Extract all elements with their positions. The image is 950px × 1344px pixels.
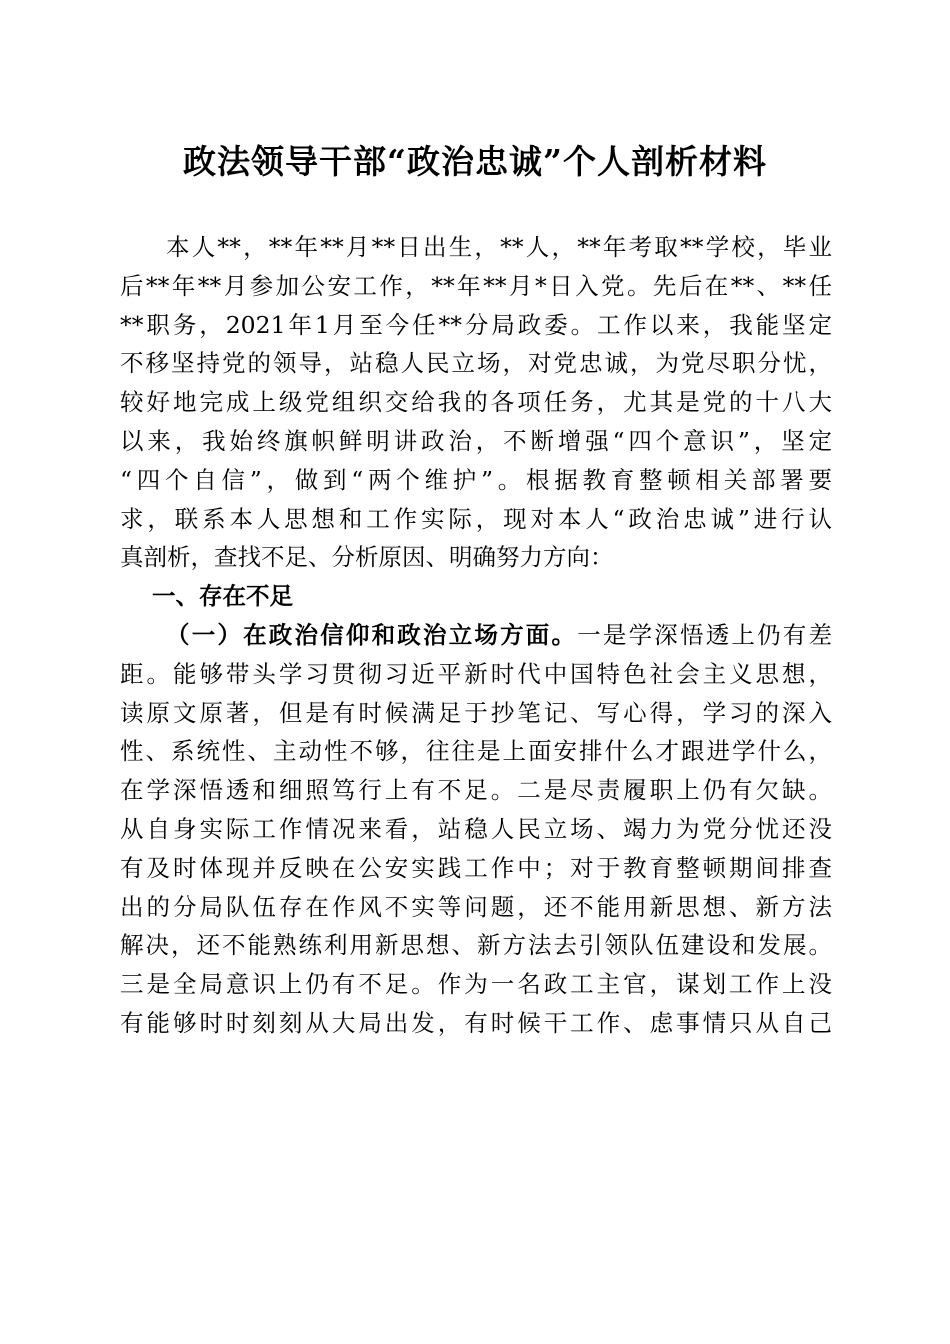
intro-line: 求，联系本人思想和工作实际，现对本人“政治忠诚”进行认 [120,504,832,533]
subsection-line: 三是全局意识上仍有不足。作为一名政工主官，谋划工作上没 [120,970,832,999]
intro-line: 后**年**月参加公安工作，**年**月*日入党。先后在**、**任 [120,271,832,300]
subsection-line: 有能够时时刻刻从大局出发，有时候干工作、虑事情只从自己 [120,1008,832,1037]
subsection-line: 从自身实际工作情况来看，站稳人民立场、竭力为党分忧还没 [120,814,832,843]
subsection-first-line [120,616,832,655]
document-body [120,228,832,1043]
intro-line: “四个自信”，做到“两个维护”。根据教育整顿相关部署要 [120,465,832,494]
subsection-line: 解决，还不能熟练利用新思想、新方法去引领队伍建设和发展。 [120,931,832,960]
intro-line: 不移坚持党的领导，站稳人民立场，对党忠诚，为党尽职分忧， [120,349,832,378]
subsection-first-line-text: 一是学深悟透上仍有差 [577,620,833,649]
intro-line: **职务，2021年1月至今任**分局政委。工作以来，我能坚定 [120,310,832,339]
subsection-label: （一）在政治信仰和政治立场方面。 [166,620,578,649]
subsection-line: 读原文原著，但是有时候满足于抄笔记、写心得，学习的深入 [120,698,832,727]
subsection-line: 性、系统性、主动性不够，往往是上面安排什么才跟进学什么， [120,737,832,766]
document-title: 政法领导干部“政治忠诚”个人剖析材料 [183,142,767,181]
subsection-line: 出的分局队伍存在作风不实等问题，还不能用新思想、新方法 [120,892,832,921]
intro-line: 本人**，**年**月**日出生，**人，**年考取**学校，毕业 [166,233,832,261]
intro-line: 以来，我始终旗帜鲜明讲政治，不断增强“四个意识”，坚定 [120,426,832,455]
subsection-line: 在学深悟透和细照笃行上有不足。二是尽责履职上仍有欠缺。 [120,776,832,805]
subsection-line: 有及时体现并反映在公安实践工作中；对于教育整顿期间排查 [120,853,832,882]
subsection-line: 距。能够带头学习贯彻习近平新时代中国特色社会主义思想， [120,659,832,688]
intro-line: 较好地完成上级党组织交给我的各项任务，尤其是党的十八大 [120,388,832,417]
intro-line: 真剖析，查找不足、分析原因、明确努力方向： [120,543,614,572]
section-heading: 一、存在不足 [152,582,293,611]
